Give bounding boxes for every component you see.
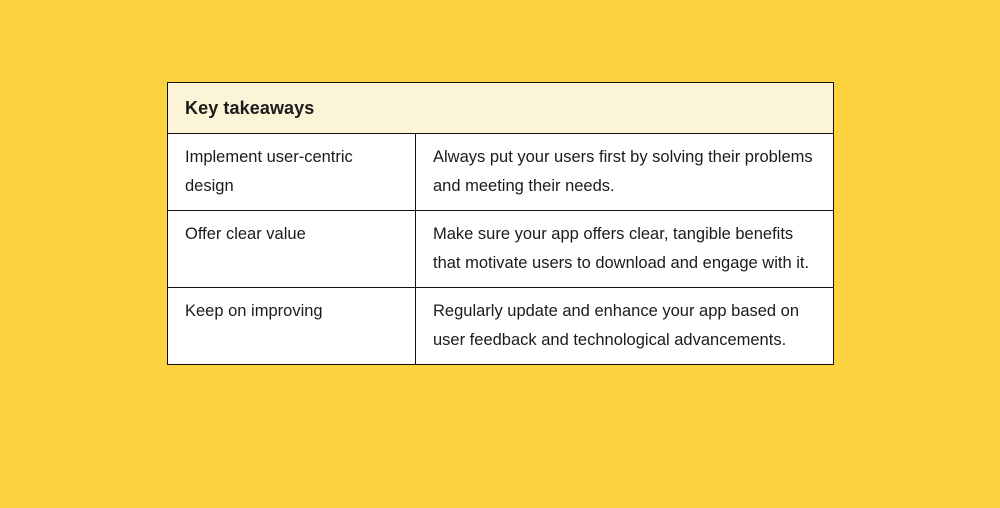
takeaway-term: Offer clear value bbox=[168, 211, 416, 288]
table-row bbox=[168, 288, 834, 365]
takeaway-description: Always put your users first by solving their problems and meeting their needs. bbox=[416, 134, 834, 211]
table-title: Key takeaways bbox=[168, 83, 834, 134]
takeaway-description: Regularly update and enhance your app based on user feedback and technological advancements. bbox=[416, 288, 834, 365]
takeaway-term: Keep on improving bbox=[168, 288, 416, 365]
key-takeaways-table bbox=[167, 82, 834, 365]
takeaway-term: Implement user-centric design bbox=[168, 134, 416, 211]
takeaway-description: Make sure your app offers clear, tangible benefits that motivate users to download and engage with it. bbox=[416, 211, 834, 288]
table-row bbox=[168, 211, 834, 288]
table-header-row bbox=[168, 83, 834, 134]
table-row bbox=[168, 134, 834, 211]
